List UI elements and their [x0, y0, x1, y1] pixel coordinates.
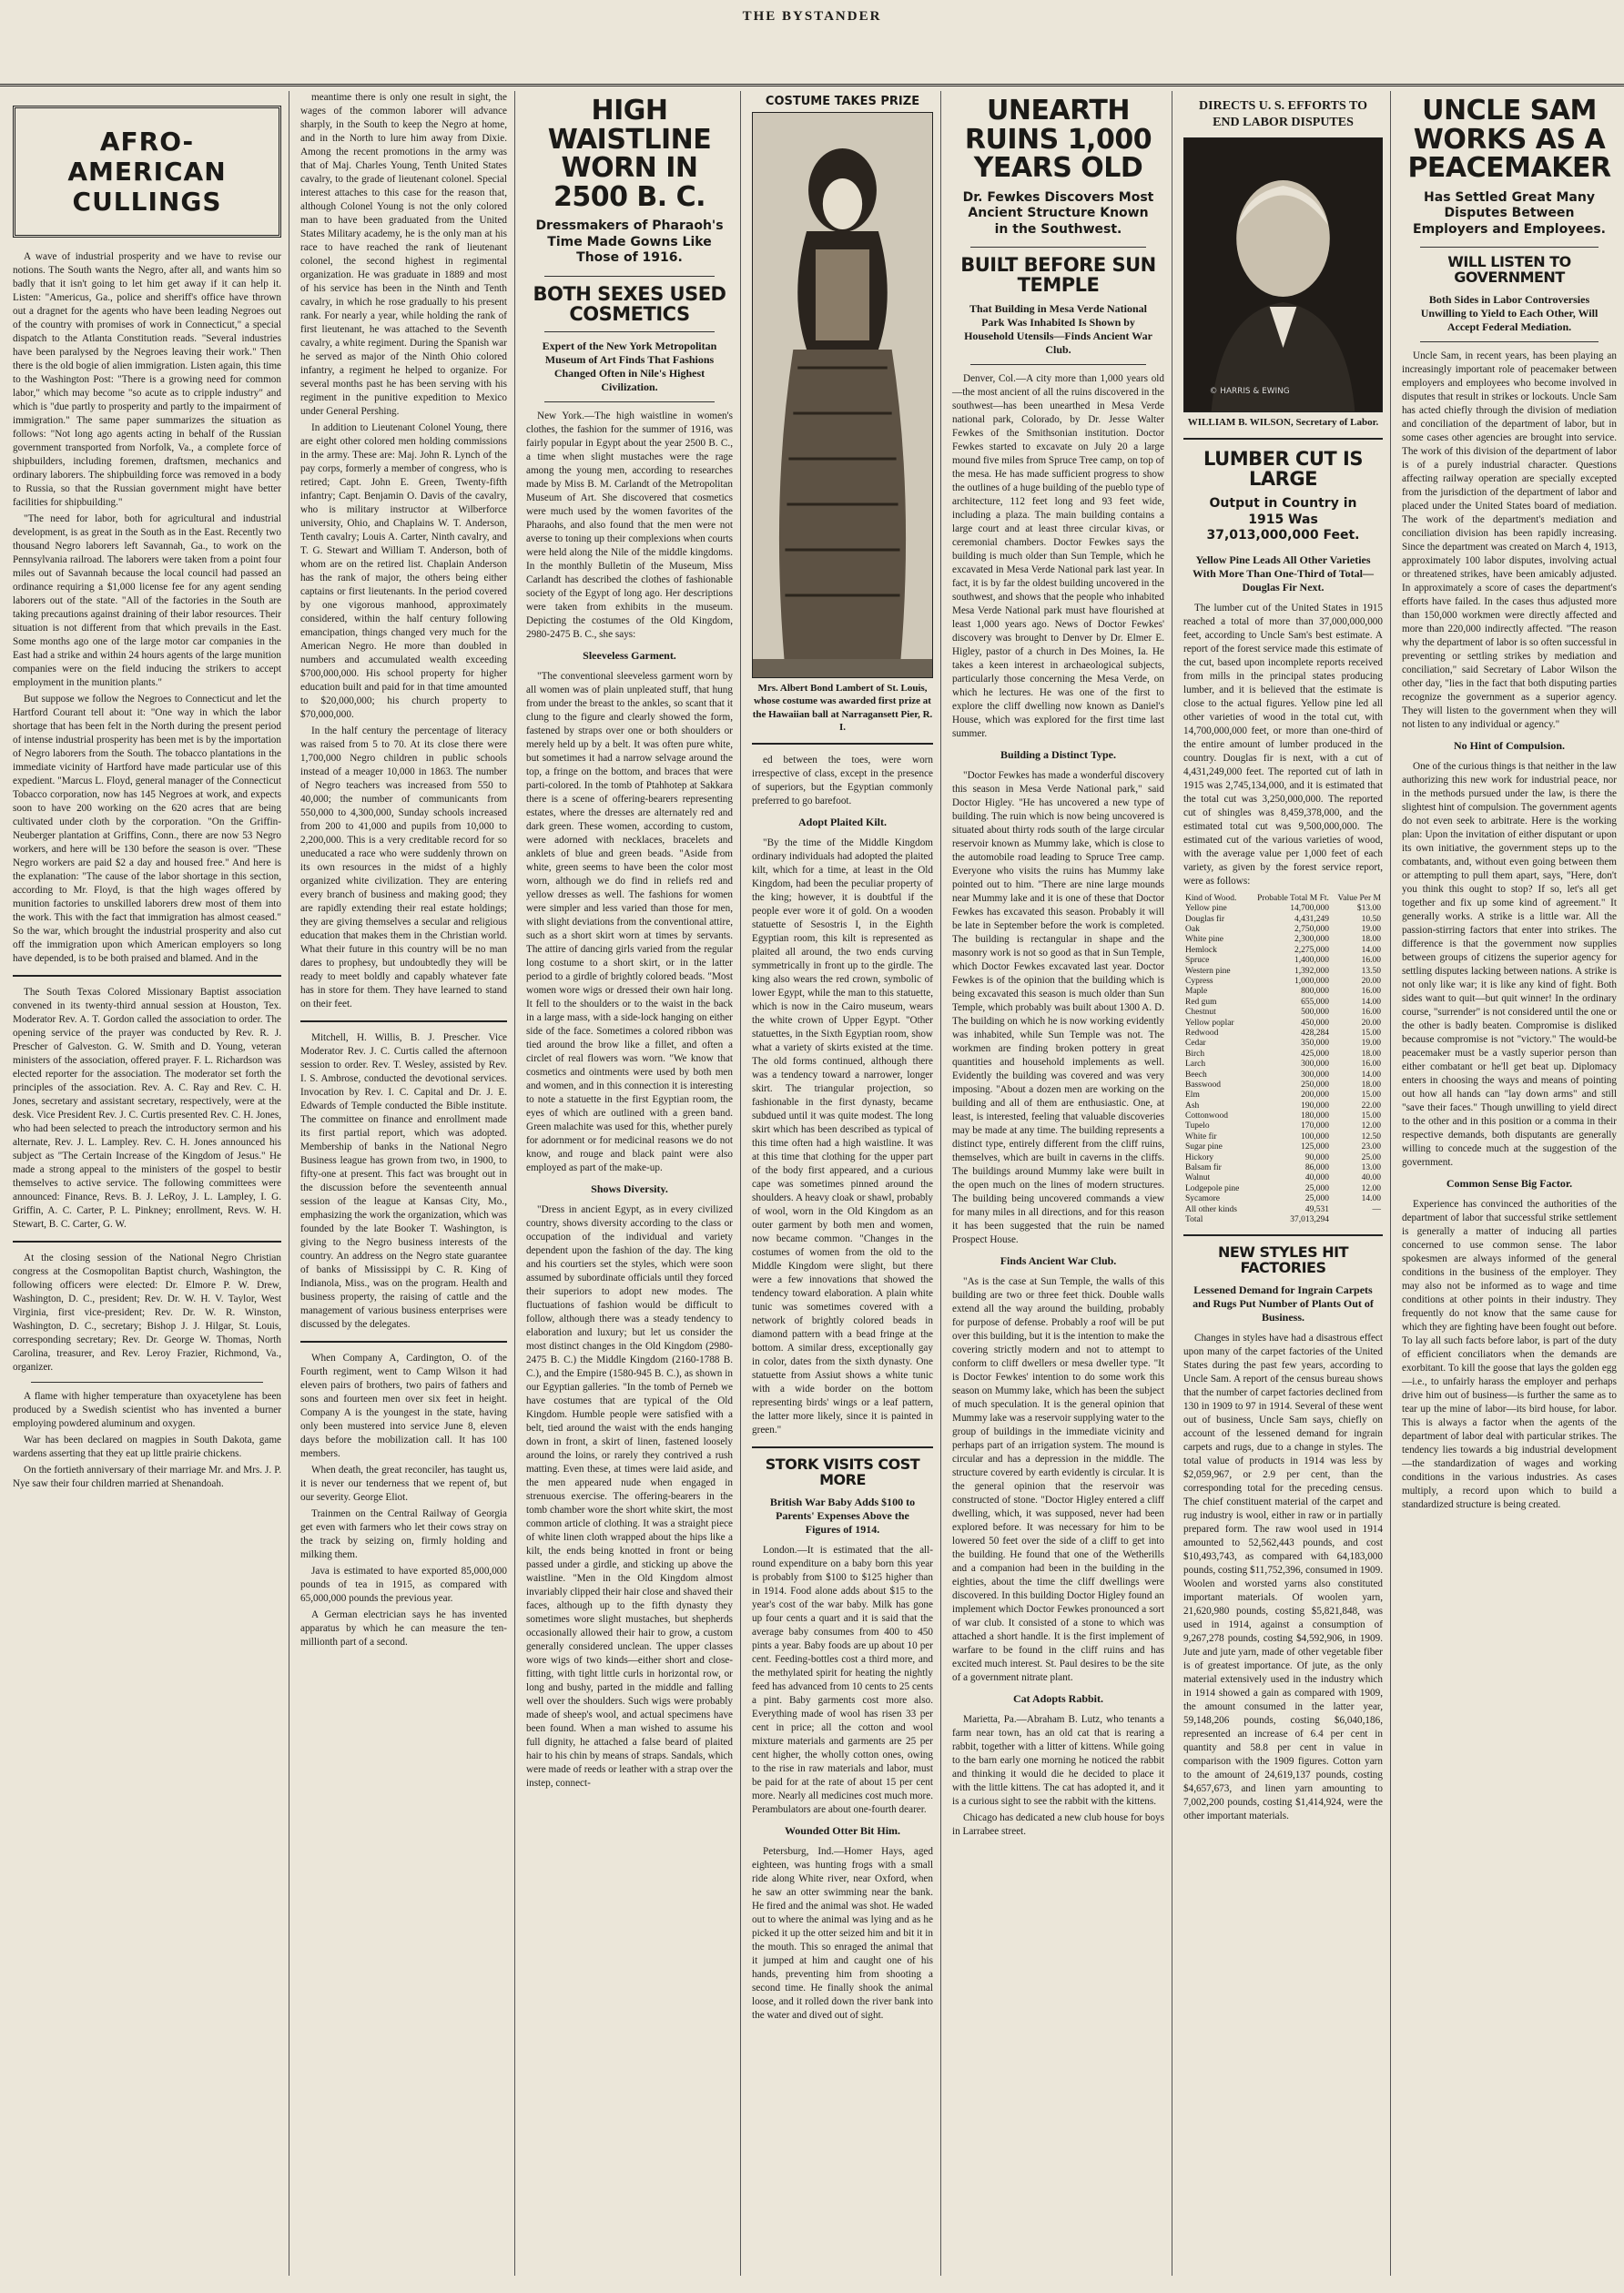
table-header [1183, 894, 1383, 904]
table-cell: 2,275,000 [1294, 945, 1329, 955]
table-cell: 12.50 [1361, 1131, 1381, 1141]
table-cell: Cypress [1185, 977, 1213, 987]
paragraph: "The need for labor, both for agricultural and industrial development, is as great in the South as in the East. Recently two thousand Negro laborers left Savannah, Ga., to work on the Pennsylvania railroad. The laborers were taken from a point four miles out of Savannah because the local council had passed an ordinance requiring a $1,000 license fee for any agent sending laborers out of the state. "All of the factories in the South are taking precautions against draining of their labor resources. Their situation is not different from that which prevails in the East. Some months ago one of the large motor car companies in the East had a strike and within 24 hours agents of the large munition companies were on the field inducing the strikers to accept employment in the munition plants." [13, 513, 281, 688]
divider [1183, 1234, 1383, 1236]
deck-headline: WILL LISTEN TO GOVERNMENT [1447, 253, 1571, 286]
portrait-photo [1183, 137, 1383, 412]
paragraph: "By the time of the Middle Kingdom ordinary individuals had adopted the plaited kilt, which for a time, at least in the Old Kingdom, had been the peculiar property of the king; however, it is doubtful if the people ever wore it of gold. On a wooden statuette of Sesostris I, in the Eighth Egyptian room, this kilt is represented as plaited all around, the two ends curving symmetrically in front up to the girdle. The king also wears the red crown, symbolic of lower Egypt, while the man to this statuette, which is now in the Cairo museum, wears the white crown of Upper Egypt. "Other statuettes, in the Sixth Egyptian room, show what a variety of skirts existed at the time. The old forms continued, although there was a tendency toward a narrower, longer skirt. The triangular projection, so fashionable in the first dynasty, became subdued until it was quite modest. The long skirt which has been described as typical of this time often had a high waistline. It was at this time that clothing for the upper part of the body first appeared, and a curious cape was sometimes pinned around the shoulders. A heavy cloak or shawl, probably of wool, worn in the Old Kingdom as an outer garment by both men and women, now became common. "Changes in the costumes of women from the old to the Middle Kingdom were slight, but there were a few innovations that showed the tendency toward elaboration. A plain white tunic was sometimes covered with a network of brightly colored beads in diamond pattern with a bead fringe at the bottom. A similar dress, exceptionally gay in color, dates from the sixth dynasty. One statuette from Assiut shows a white tunic with a wide border on the bottom representing birds' wings or a leaf pattern, the latter more likely, since it is painted in green." [752, 837, 933, 1436]
table-cell: 14.00 [1361, 945, 1381, 955]
table-cell: 4,431,249 [1294, 914, 1329, 924]
table-row [1183, 1132, 1383, 1142]
table-row [1183, 1091, 1383, 1101]
table-cell: 800,000 [1301, 987, 1329, 997]
table-cell: 15.00 [1361, 1091, 1381, 1101]
divider [300, 1341, 507, 1343]
table-cell: 250,000 [1301, 1080, 1329, 1090]
table-row [1183, 1121, 1383, 1131]
headline: UNCLE SAM WORKS AS A PEACEMAKER [1407, 95, 1611, 184]
table-cell: White pine [1185, 935, 1223, 945]
table-cell: 170,000 [1301, 1121, 1329, 1131]
paragraph: When Company A, Cardington, O. of the Fourth regiment, went to Camp Wilson it had eleven pairs of brothers, two pairs of fathers and sons and fourteen men over six feet in height. Company A is the youngest in the state, having only been mustered into service June 8, eleven days before the mobilization call. It has 100 members. [300, 1353, 507, 1459]
table-cell: 20.00 [1361, 977, 1381, 987]
table-row [1183, 1081, 1383, 1091]
subheading: Building a Distinct Type. [1000, 748, 1116, 762]
table-cell: $13.00 [1356, 904, 1381, 914]
table-cell: Chestnut [1185, 1008, 1216, 1018]
subdeck: That Building in Mesa Verde National Park Was Inhabited Is Shown by Household Utensils—Finds Ancient War Club. [964, 302, 1152, 357]
article-unearth-ruins [952, 372, 1164, 1839]
subdeck: Yellow Pine Leads All Other Varieties With More Than One-Third of Total—Douglas Fir Next. [1192, 553, 1375, 594]
table-cell: Lodgepole pine [1185, 1183, 1240, 1193]
table-cell: 86,000 [1304, 1163, 1329, 1173]
table-cell: Hemlock [1185, 945, 1217, 955]
column-4 [745, 91, 941, 2276]
table-cell: 655,000 [1301, 997, 1329, 1007]
table-row [1183, 1184, 1383, 1194]
paragraph: War has been declared on magpies in South Dakota, game wardens asserting that they eat up little prairie chickens. [13, 1435, 281, 1459]
paragraph: Trainmen on the Central Railway of Georgia get even with farmers who let their cows stray on the track by seizing on, firmly holding and milking them. [300, 1508, 507, 1560]
column-3 [519, 91, 741, 2276]
paragraph: On the fortieth anniversary of their marriage Mr. and Mrs. J. P. Nye saw their four children married at Shenandoah. [13, 1465, 281, 1489]
table-cell: 12.00 [1361, 1121, 1381, 1131]
section-title: AFRO-AMERICAN CULLINGS [13, 106, 281, 238]
table-row [1183, 1019, 1383, 1029]
photo-caption: Mrs. Albert Bond Lambert of St. Louis, whose costume was awarded first prize at the Hawaiian ball at Narragansett Pier, R. I. [752, 683, 933, 733]
table-cell: 1,400,000 [1294, 956, 1329, 966]
table-cell: 20.00 [1361, 1018, 1381, 1028]
paragraph: New York.—The high waistline in women's clothes, the fashion for the summer of 1916, was fairly popular in Egypt about the year 2500 B. C., a time when slight mustaches were the rage among the young men, according to researches made by Miss B. M. Carlandt of the Metropolitan Museum of Art. She discovered that cosmetics were much used by the women favorites of the Pharaohs, and also found that the men were not averse to toning up their complexions when courts were held along the Nile of the middle kingdoms. In the monthly Bulletin of the Museum, Miss Carlandt has described the clothes of fashionable society of the Egypt of long ago. Her descriptions were taken from exhibits in the museum. Depicting the costumes of the Old Kingdom, 2980-2475 B. C., she says: [526, 410, 733, 640]
paragraph: In the half century the percentage of literacy was raised from 5 to 70. At its close there were 1,700,000 Negro children in public schools instead of a meager 10,000 in 1863. The number of Negro teachers was increased from 550 to 40,000; the number of communicants from 550,000 to 4,300,000, Sunday schools increased from 200 to 41,000 and pupils from 10,000 to 2,200,000. This is a very creditable record for so uneducated a race who were suddenly thrown on its own resources in the midst of a highly organized white civilization. They are entering every branch of business and making good; they are rapidly extending their real estate holdings; they are giving themselves a secular and religious education that makes them in the Christian world. What their future in this country will be no man dares to prophesy, but undoubtedly they will be ready to meet boldly and capably whatever fate has in store for them. They have learned to stand on their feet. [300, 725, 507, 1010]
table-row [1183, 1101, 1383, 1111]
table-cell: 25.00 [1361, 1152, 1381, 1162]
table-cell: 14.00 [1361, 1070, 1381, 1080]
paragraph: One of the curious things is that neither in the law authorizing this new work for industrial peace, nor in the methods pursued under the law, is there the slightest hint of compulsion. The government agents do not even seek to arbitrate. Here is the working plan: Upon the invitation of either disputant or upon its own initiative, the government steps up to the combatants, and, without even going between them or attempting to pull them apart, says, "Here, don't you think this ought to stop? If so, let's all get together and fix up some kind of agreement." It generally works. A strike is a little war. All the passion-stirring factors that enter into strikes. The difference is that the government now supplies between groups of citizens the superior agency for settling disputes lacking between nations. A strike is not only like war; it is like any kind of fight. Both sides want to quit—but quit winner! In the ordinary course, "surrender" is not considered until the one or the other is badly beaten. Compromise is disliked because compromise is not "victory." The would-be peacemaker must be a vastly superior person than either combatant or he'll get beat up. Diplomacy enters in choosing the ways and means of pointing out how all hands can "lay down arms" and still "save their faces." Though unwilling to yield direct to the other and in this position or a comma in their respective demands, both disputants are generally willing to concede much at the suggestion of the government. [1402, 760, 1617, 1168]
table-cell: 13.00 [1361, 1163, 1381, 1173]
column-6 [1176, 91, 1391, 2276]
table-cell: 1,000,000 [1294, 977, 1329, 987]
table-cell: 14.00 [1361, 1194, 1381, 1204]
table-cell: 16.00 [1361, 987, 1381, 997]
subheading: Finds Ancient War Club. [1000, 1254, 1117, 1268]
article-continued [300, 91, 507, 1011]
table-cell: Douglas fir [1185, 914, 1225, 924]
table-row [1183, 1008, 1383, 1018]
table-cell: 2,300,000 [1294, 935, 1329, 945]
woman-costume-illustration [753, 113, 932, 677]
table-row [1183, 956, 1383, 966]
table-cell: Birch [1185, 1049, 1205, 1059]
paragraph: Petersburg, Ind.—Homer Hays, aged eighteen, was hunting frogs with a small ride along White river, near Oxford, when he saw an otter swimming near the bank. He fired and the animal was shot. He waded out to where the animal was lying and as he picked it up the otter seized him and bit it in the mouth. This so enraged the animal that it jumped at him and caught one of his hands, preventing him from shooting a second time. He finally shook the animal loose, and it rolled down the river bank into the water and dived out of sight. [752, 1845, 933, 2021]
paragraph: Chicago has dedicated a new club house for boys in Larrabee street. [952, 1812, 1164, 1838]
deck-headline: BUILT BEFORE SUN TEMPLE [960, 254, 1156, 297]
table-cell: 25,000 [1304, 1194, 1329, 1204]
article-lumber [1183, 602, 1383, 888]
table-cell: — [1372, 1204, 1381, 1214]
table-cell: 1,392,000 [1294, 966, 1329, 976]
table-cell: 450,000 [1301, 1018, 1329, 1028]
table-cell: 16.00 [1361, 1060, 1381, 1070]
costume-photo [752, 112, 933, 678]
table-cell: Balsam fir [1185, 1163, 1222, 1173]
divider [1183, 438, 1383, 440]
paragraph: Denver, Col.—A city more than 1,000 years old—the most ancient of all the ruins discovered in the southwest—has been unearthed in Mesa Verde national park, Colorado, by Dr. Jesse Walter Fewkes of the Smithsonian institution. Doctor Fewkes started to excavate on July 20 a large mound five miles from Spruce Tree camp, on top of the mesa. He has made sufficient progress to show the outlines of a huge building of the pueblo type of architecture, 112 feet long and 93 feet wide, including a plaza. The main building contains a large court and at least three circular kivas, or ceremonial chambers. Doctor Fewkes says the building is much older than Sun Temple, which he excavated in Mesa Verde National park last year. In fact, it is by far the oldest building uncovered in the southwest, and shows that the people who inhabited Mesa Verde National park must have flourished at least 1,000 years ago. News of Doctor Fewkes' discovery was brought to Denver by Dr. Elmer E. Higley, pastor of a church in Des Moines, Ia. He takes a keen interest in archaeological subjects, particularly those concerning the Mesa Verde, on which he lectures. He was one of the first to explore the cliff dwelling now known as Daniel's House, which was explored for the first time last summer. [952, 373, 1164, 740]
table-header-cell: Value Per M [1337, 893, 1381, 903]
divider [13, 1241, 281, 1243]
table-cell: Beech [1185, 1070, 1207, 1080]
table-cell: Sycamore [1185, 1194, 1220, 1204]
table-cell: 19.00 [1361, 925, 1381, 935]
table-cell: 40,000 [1304, 1173, 1329, 1183]
table-cell: Total [1185, 1215, 1203, 1224]
table-cell: 12.00 [1361, 1183, 1381, 1193]
table-cell: 18.00 [1361, 1080, 1381, 1090]
divider [752, 1446, 933, 1448]
subdeck: Expert of the New York Metropolitan Museum of Art Finds That Fashions Changed Often in Nile's Highest Civilization. [542, 339, 717, 393]
subheading: Adopt Plaited Kilt. [797, 816, 887, 829]
table-row [1183, 967, 1383, 977]
table-cell: 49,531 [1304, 1204, 1329, 1214]
divider [544, 276, 715, 277]
table-cell: 16.00 [1361, 956, 1381, 966]
divider [544, 331, 715, 332]
table-cell: Maple [1185, 987, 1208, 997]
divider [300, 1020, 507, 1022]
paragraph: A wave of industrial prosperity and we have to revise our notions. The South wants the Negro, after all, and wants him so badly that it isn't going to let him get away if it can help it. Listen: "Americus, Ga., police and sheriff's office have thrown out a dragnet for the agents who have been leading Negroes out of the country with promises of work in Connecticut," a special dispatch to the Atlanta Constitution reads. "Several industries have been paralysed by the Negroes leaving their work." Then there is the old bogie of alien immigration. Listen again, this time to the Washington Post: "There is a growing need for common labor," which may become "so acute as to cripple industry" and which is "due partly to prosperity and partly to the impairment of immigration." The same paper summarizes the situation as follows: "Not long ago agents acting in behalf of the Russian government transported from Norfolk, Va., a complete force of shipbuilders, including foremen, draftsmen, mechanics and ordinary laborers. The shipbuilding force was removed in a body to Russia, so that the Russian government might have better facilities for shipbuilding." [13, 251, 281, 508]
table-cell: Yellow poplar [1185, 1018, 1234, 1028]
table-cell: Cedar [1185, 1039, 1206, 1049]
paragraph: Mitchell, H. Willis, B. J. Prescher. Vice Moderator Rev. J. C. Curtis called the afternoon session to order. Rev. T. Wesley, assisted by Rev. I. S. Ambrose, conducted the devotional services. Invocation by Rev. I. C. Capital and Dr. J. E. Edwards of Temple conducted the Bible institute. The committee on finance and enrollment made its first partial report, which was adopted. Membership of banks in the National Negro Business league has grown from two, in 1900, to fifty-one at present. This fact was brought out in the discussion before the seventeenth annual session of the league at Kansas City, Mo., emphasizing the work the organization, which was founded by the late Booker T. Washington, is giving to the Negro business interests of the country. An address on the Negro state guarantee of banks of Mississippi by C. R. King of Indianola, Miss., was on the program. Health and business property, the raising of cattle and the management of various business enterprises were discussed by the delegates. [300, 1032, 507, 1330]
subheading: Common Sense Big Factor. [1446, 1176, 1573, 1190]
divider [31, 1382, 263, 1383]
paragraph: Changes in styles have had a disastrous effect upon many of the carpet factories of the United States during the past few years, according to Uncle Sam. A report of the census bureau shows that the number of carpet factories declined from 130 in 1909 to 97 in 1914. Several of these went out of business, Uncle Sam says, chiefly on account of the lessened demand for ingrain carpets and rugs, due to a change in styles. The total value of products in 1914 was less by $2,059,967, or 2.9 per cent, than the corresponding total for the preceding census. The chief constituent material of the carpet and rug industry is wool, either in raw or in partially prepared form. The raw wool used in 1914 amounted to 52,562,443 pounds, and cost $10,493,743, as compared with 64,183,000 pounds, costing $11,752,396, consumed in 1909. Woolen and worsted yarns also constituted important materials. Of woolen yarn, 21,620,980 pounds, costing $5,821,848, was used in 1914, against a consumption of 9,267,278 pounds, costing $4,592,906, in 1909. Jute and jute yarn, made of other vegetable fiber is of greatest importance. Of jute, as the only material extensively used in the industry which in 1914 showed a gain as compared with 1909, the amount consumed in the latter year, 59,148,206 pounds, costing $6,040,186, represented an increase of 6.4 per cent in quantity and 58.8 per cent in value in comparison with the 1909 figures. Cotton yarn to the amount of 24,619,137 pounds, costing $4,657,673, and linen yarn amounting to 7,002,200 pounds, costing $1,414,924, were the other important materials. [1183, 1332, 1383, 1821]
divider [752, 743, 933, 745]
table-row [1183, 1050, 1383, 1060]
subheading: Wounded Otter Bit Him. [784, 1823, 901, 1837]
deck: Dr. Fewkes Discovers Most Ancient Structure Known in the Southwest. [962, 189, 1154, 237]
paragraph: At the closing session of the National Negro Christian congress at the Cosmopolitan Baptist church, Washington, the following officers were elected: Dr. Elmore P. W. Drew, Washington, D. C., president; Rev. Dr. W. H. V. Taylor, West Virginia, first vice-president; Rev. Dr. W. R. Winston, Washington, D. C., secretary; Bishop J. J. Hilgar, St. Louis, corresponding secretary; Rev. Dr. George W. Thomas, North Carolina, treasurer, and Rev. Leroy Frazier, Richmond, Va., organizer. [13, 1253, 281, 1373]
article-continued [752, 754, 933, 1437]
subheading: Sleeveless Garment. [583, 648, 676, 662]
table-cell: White fir [1185, 1131, 1217, 1141]
table-row [1183, 1070, 1383, 1081]
article-baptist-association [13, 986, 281, 1232]
table-row [1183, 1173, 1383, 1183]
deck: Output in Country in 1915 Was 37,013,000,000 Feet. [1206, 496, 1360, 543]
table-row [1183, 1163, 1383, 1173]
table-cell: 300,000 [1301, 1060, 1329, 1070]
table-cell: 500,000 [1301, 1008, 1329, 1018]
table-cell: 14.00 [1361, 997, 1381, 1007]
paragraph: The lumber cut of the United States in 1915 reached a total of more than 37,000,000,000 feet, according to Uncle Sam's best estimate. A report of the forest service made this estimate of the cut, based upon incomplete reports received from mills in the principal states producing lumber, and it is believed that the estimate is close to the actual figures. Yellow pine led all other varieties of wood in the total cut, with 14,700,000,000 feet, or more than one-third of the entire amount of lumber produced in the country. Douglas fir is next, with a cut of 4,431,249,000 feet. The reported cut of lath in 1915 was 2,745,134,000, and it is estimated that the total cut was 3,250,000,000. The reported cut of shingles was 8,459,378,000, and the estimated total cut was 9,500,000,000. The estimated cut of the various varieties of wood, with the average value per 1,000 feet of each variety, as given by the forest service report, were as follows: [1183, 602, 1383, 887]
deck: Dressmakers of Pharaoh's Time Made Gowns Like Those of 1916. [535, 218, 724, 265]
table-cell: 16.00 [1361, 1008, 1381, 1018]
table-cell: 100,000 [1301, 1131, 1329, 1141]
table-cell: Red gum [1185, 997, 1217, 1007]
deck: Lessened Demand for Ingrain Carpets and Rugs Put Number of Plants Out of Business. [1193, 1283, 1374, 1324]
divider [970, 364, 1146, 365]
table-body [1183, 904, 1383, 1225]
table-cell [1331, 1215, 1383, 1225]
headline: NEW STYLES HIT FACTORIES [1217, 1243, 1349, 1277]
table-cell: 23.00 [1361, 1142, 1381, 1152]
divider [970, 247, 1146, 248]
table-cell: 428,284 [1301, 1028, 1329, 1038]
paragraph: "The conventional sleeveless garment worn by all women was of plain unpleated stuff, that hung from under the breast to the ankles, so scant that it clung to the figure and clearly showed the form, fastened by straps over one or both shoulders or merely held up by a belt. It was often pure white, but sometimes it had a narrow selvage around the top, a fringe on the bottom, and braces that were parti-colored. In the tomb of Ptahhotep at Sakkara there is a scene of offering-bearers representing estates, where the dresses are alternately red and dark green. These women, according to custom, were adorned with necklaces, bracelets and anklets of blue and green beads. "Aside from white, green seems to have been the color most worn, although we do find in reliefs red and yellow dresses as well. The fashions for women were simpler and less varied than those for men, with slight deviations from the conventional attire, such as a short skirt worn at times by servants. The attire of dancing girls varied from the regular long costume to a short skirt, or in the latter period to a girdle of brightly colored beads. "Most women wore wigs or dressed their own hair long. It fell to the shoulders or to the waist in the back in a large mass, with a side-lock hanging on either side of the face. Sometimes a colored ribbon was tied around the brow like a fillet, and often a circlet of real flowers was worn. "We know that cosmetics and ointments were used by both men and women, and in this connection it is interesting to note a statuette in the first Egyptian room, the eyes of which are outlined with a green band. Green malachite was used for this, whether purely for adornment or for medicinal reasons we do not know, and rouge and black paint were also employed as part of the make-up. [526, 670, 733, 1173]
paragraph: ed between the toes, were worn irrespective of class, except in the presence of superiors, but the Egyptian commonly preferred to go barefoot. [752, 755, 933, 807]
table-row [1183, 1142, 1383, 1152]
paragraph: "As is the case at Sun Temple, the walls of this building are two or three feet thick. Double walls extend all the way around the building, probably for purpose of defense. Probably a roof will be put over this building, but it is the intention to make the covering strictly modern and not to attempt to conform to cliff dwellers or mesa dweller type. "It is Doctor Fewkes' intention to do some work this season on Mummy lake, which has been the subject of much speculation. It is the general opinion that Mummy lake was a reservoir supplying water to the group of buildings in the immediate vicinity and perhaps part of an irrigation system. The mound is circular and has a depression in the middle. The structure covered by earth evidently is circular. It is the general opinion that the reservoir was constructed of stone. "Doctor Higley entered a cliff dwelling, which, it was supposed, never had been explored before. It was necessary for him to be lowered 50 feet over the side of a cliff to get into the building. He found that one of the Wetherills and a companion had been in the building in the eighties, about the time the cliff dwellings were discovered. In this building Doctor Higley found an implement which Doctor Fewkes pronounced a sort of war club. It consisted of a stone to which was attached a short handle. It is the first implement of warfare to be found in the cliff ruins and has excited much interest. St. Paul desires to be the site of a government nitrate plant. [952, 1276, 1165, 1684]
table-header-cell: Kind of Wood. [1185, 893, 1237, 903]
portrait-illustration [1184, 138, 1382, 411]
paragraph: London.—It is estimated that the all-round expenditure on a baby born this year is probably from $100 to $125 higher than in 1914. Food alone adds about $15 to the year's cost of the war baby. Milk has gone up four cents a quart and it is said that the average baby consumes from 400 to 450 pints a year. Baby foods are up about 10 per cent. Feeding-bottles cost a third more, and the methylated spirit for heating the nightly feed has advanced from 10 cents to 25 cents a pint. Baby garments cost more also. Everything made of wool has risen 33 per cent in price; all the cotton and wool mixture materials and garments are 25 per cent higher, the wholly cotton ones, owing to the rise in raw materials and labor, must be paid for at the rate of about 15 per cent more. Nearly all medicines cost much more. Perambulators are about one-fourth dearer. [752, 1544, 933, 1815]
article-afro-american-cullings [13, 250, 281, 966]
table-cell: Redwood [1185, 1028, 1219, 1038]
subheading: Cat Adopts Rabbit. [1012, 1692, 1104, 1706]
table-row [1183, 1029, 1383, 1039]
deck: Has Settled Great Many Disputes Between Employers and Employees. [1413, 189, 1606, 237]
table-cell: 10.50 [1361, 914, 1381, 924]
table-row [1183, 935, 1383, 945]
table-cell: 19.00 [1361, 1039, 1381, 1049]
paragraph: In addition to Lieutenant Colonel Young, there are eight other colored men holding commissions in the army. These are: Maj. John R. Lynch of the pay corps, formerly a member of congress, who is retired; Capt. John E. Green, Twenty-fifth infantry; Capt. Benjamin O. Davis of the cavalry, who is military instructor at Wilberforce university, Ohio, and Chaplains W. T. Anderson, Tenth cavalry; Louis A. Carter, Ninth cavalry, and T. G. Stewart and William T. Anderson, both of whom are on the retired list. Chaplain Anderson has the rank of major, the others being either captains or first lieutenants. In the period covered by one vigorous manhood, approximately considered, within the half century following emancipation, things changed very much for the American Negro. He more than doubled in numbers and accumulated wealth exceeding $700,000,000. His school property for higher education built and paid for in that time amounted to $20,000,000; his church property to $70,000,000. [300, 422, 507, 720]
table-cell: 200,000 [1301, 1091, 1329, 1101]
table-cell: Sugar pine [1185, 1142, 1223, 1152]
table-cell: 350,000 [1301, 1039, 1329, 1049]
headline: HIGH WAISTLINE WORN IN 2500 B. C. [547, 95, 712, 213]
headline: UNEARTH RUINS 1,000 YEARS OLD [964, 95, 1152, 184]
article-new-styles [1183, 1332, 1383, 1823]
article-peacemaker [1402, 350, 1617, 1512]
deck: British War Baby Adds $100 to Parents' Expenses Above the Figures of 1914. [769, 1495, 916, 1536]
paragraph: "Doctor Fewkes has made a wonderful discovery this season in Mesa Verde National park," said Doctor Higley. "He has uncovered a new type of building. The ruin which is now being uncovered is situated about thirty rods south of the large circular reservoir known as Mummy lake, which is close to the automobile road leading to Spruce Tree camp. Everyone who visits the ruins has Mummy lake pointed out to him. "There are nine large mounds near Mummy lake and it is one of these that Doctor Fewkes has excavated this season. Probably it will be late in September before the work is completed. The building is rectangular in shape and the masonry work is not so good as that in Sun Temple, which Doctor Fewkes excavated last year. Doctor Fewkes is of the opinion that the building which is being excavated this season is much older than Sun Temple, which probably was built about 1300 A. D. The building on which he is now working evidently was inhabited, while Sun Temple was not. The workmen are finding broken pottery in great quantities and household implements as well. Evidently the building was covered and was very imposing. "About a dozen men are working on the building and all of them are enthusiastic. One, at least, is interested, feeling that valuable discoveries may be made at any time. The building represents a distinct type, entirely different from the cliff ruins, themselves, which are built in caverns in the cliffs. The buildings around Mummy lake were built in the open much on the lines of modern structures. The building being uncovered commands a view for many miles in all directions, and for this reason it has been suggested that the ruin be named Prospect House. [952, 770, 1164, 1246]
paper-name: THE BYSTANDER [742, 9, 882, 24]
column-5 [945, 91, 1172, 2276]
paragraph: A German electrician says he has invented apparatus by which he can measure the ten-millionth part of a second. [300, 1609, 507, 1648]
table-cell: Ash [1185, 1101, 1200, 1111]
table-row [1183, 998, 1383, 1008]
paragraph: But suppose we follow the Negroes to Connecticut and let the Hartford Courant tell about it: "One way in which the labor shortage that has been felt in the North during the present period of intense industrial prosperity has been met is by the importation of Negro laborers from the South. The tobacco plantations in the immediate vicinity of Hartford have made particular use of this expedient. "Marcus L. Floyd, general manager of the Connecticut Tobacco corporation, now has 145 Negroes at work, and expects soon to have 200 working on the 620 acres that are being cultivated under cloth by the corporation. "On the Griffin-Neuberger plantation at Griffins, Conn., there are now 53 Negro workers, and here will be 130 before the season is over. "These Negro workers are paid $2 a day and housed free." And here is the explanation: "The cause of the labor shortage in this section, according to Mr. Floyd, is that the high wages offered by munition factories to unskilled laborers drew most of them into the work. This with the fact that immigration has almost ceased." So the war, which brought the industrial prosperity and also cut off the immigration upon which American employers so long have depended, is to be both praised and blamed. And in the [13, 694, 281, 964]
paragraph: A flame with higher temperature than oxyacetylene has been produced by a Swedish scientist who has invented a burner employing powdered aluminum and oxygen. [13, 1391, 281, 1429]
table-cell: 15.00 [1361, 1111, 1381, 1121]
article-high-waistline [526, 410, 733, 1791]
table-cell: Oak [1185, 925, 1200, 935]
table-cell: Western pine [1185, 966, 1231, 976]
table-row [1183, 977, 1383, 987]
table-cell: 18.00 [1361, 935, 1381, 945]
table-cell: 180,000 [1301, 1111, 1329, 1121]
table-row [1183, 1060, 1383, 1070]
paragraph: When death, the great reconciler, has taught us, it is never our tenderness that we repent of, but our severity. George Eliot. [300, 1465, 507, 1503]
paragraph: meantime there is only one result in sight, the wages of the common laborer will advance sharply, in the South to keep the Negro at home, and in the North to lure him away from Dixie. Among the recent promotions in the army was that of Maj. Charles Young, Tenth United States cavalry, to the grade of lieutenant colonel. Special interest attaches to this case for the reason that, although Colonel Young is not the only colored man to have been graduated from the United States Military academy, he is the only man at his race to have reached the rank of lieutenant colonel, the second highest in regimental organization. He was graduate in 1889 and most of his service has been in the Ninth and Tenth cavalry, in which he rose gradually to his present rank. For nearly a year, while holding the rank of first lieutenant, he was attached to the Seventh cavalry, a white regiment. During the Spanish war he served as major of the Ninth Ohio colored infantry, a regiment he helped to organize. For several months past he has been serving with his regiment in the punitive expedition to Mexico under General Pershing. [300, 92, 507, 417]
divider [13, 975, 281, 977]
table-cell: Elm [1185, 1091, 1200, 1101]
paragraph: Experience has convinced the authorities of the department of labor that successful strike settlement is generally a matter of inducing all parties concerned to use common sense. The labor spokesmen are always informed of the general conditions in the business of the employer. They may also not be informed as to wage and time conditions at other points in their industry. They frequently do not know that the same cause for which they are fighting have been fought out before. To lay all such facts before labor, is part of the duty of efficient conciliators when the demands are exorbitant. To kill the goose that lays the golden egg—i.e., to unfairly harass the employer and perhaps drive him out of business—is further the same as to tear up the mine of labor—its bird house, for labor. This is always a factor when the agents of the department of labor deal with particular strikes. The tendency lies towards a big industrial development—the standardization of wages and working conditions in the various industries. As cases multiply, a record upon which to build a standardized structure is being created. [1402, 1198, 1617, 1510]
column-7 [1395, 91, 1624, 2276]
headline: STORK VISITS COST MORE [765, 1456, 920, 1488]
table-cell: 14,700,000 [1290, 904, 1329, 914]
column-2 [293, 91, 515, 2276]
article-stork-visits [752, 1544, 933, 2023]
table-row [1183, 1194, 1383, 1204]
lumber-table [1183, 894, 1383, 1226]
table-row [1183, 1215, 1383, 1225]
subheading: No Hint of Compulsion. [1453, 738, 1566, 752]
table-header-cell: Probable Total M Ft. [1257, 893, 1329, 903]
subdeck: Both Sides in Labor Controversies Unwilling to Yield to Each Other, Will Accept Federal Mediation. [1420, 292, 1599, 333]
table-row [1183, 915, 1383, 925]
paragraph: Java is estimated to have exported 85,000,000 pounds of tea in 1915, as compared with 65,000,000 pounds the previous year. [300, 1566, 507, 1604]
table-cell: 90,000 [1304, 1152, 1329, 1162]
table-cell: All other kinds [1185, 1204, 1237, 1214]
paragraph: Marietta, Pa.—Abraham B. Lutz, who tenants a farm near town, has an old cat that is rearing a rabbit, together with a litter of kittens. While going to the barn early one morning he noticed the rabbit and thinking it would die he decided to place it with the little kittens. The cat has adopted it, and it is a curious sight to see the rabbit with the kittens. [952, 1714, 1164, 1808]
table-cell: 25,000 [1304, 1183, 1329, 1193]
photo-label: DIRECTS U. S. EFFORTS TO END LABOR DISPUTES [1199, 99, 1367, 129]
table-cell: 37,013,294 [1290, 1215, 1329, 1224]
table-cell: 40.00 [1361, 1173, 1381, 1183]
paragraph: Uncle Sam, in recent years, has been playing an increasingly important role of peacemaker between employers and employees who become involved in disputes that result in strikes or lockouts. Uncle Sam has acted chiefly through the division of mediation and conciliation of the department of labor, but in some cases other agencies are brought into service. The work of this division of the department of labor is of a purely industrial character. Questions affecting railway operation are specially excepted from the jurisdiction of the department of labor and placed under the United States board of mediation. The work of the department's mediation and conciliation division has been rapidly increasing. Since the department was created on March 4, 1913, approximately 100 labor disputes, involving actual or threatened strikes, have been amicably adjusted. In approximately a score of cases the department's efforts have failed. In the cases thus adjusted more than 150,000 workmen were directly affected and more than 220,000 indirectly affected. "The reason why the department of labor is so often successful in preventing or settling strikes by mediation and conciliation," said Secretary of Labor Wilson the other day, "lies in the fact that both disputing parties recognize the government as a superior agency. They will listen to the government when they will not listen to any individual or agency." [1402, 350, 1617, 730]
table-row [1183, 1111, 1383, 1121]
table-cell: Yellow pine [1185, 904, 1227, 914]
table-cell: Basswood [1185, 1080, 1222, 1090]
divider [1420, 247, 1599, 248]
table-cell: Hickory [1185, 1152, 1214, 1162]
table-cell: Cottonwood [1185, 1111, 1228, 1121]
subheading: Shows Diversity. [591, 1182, 668, 1195]
filler-items [300, 1352, 507, 1649]
table-cell: 300,000 [1301, 1070, 1329, 1080]
paragraph: "Dress in ancient Egypt, as in every civilized country, shows diversity according to the class or occupation of the individual and variety dependent upon the fashion of the day. The king and his courtiers set the styles, which were soon assumed by subordinate officials until they forced their superiors to adopt new modes. The fluctuations of fashion would be difficult to follow, although there was a steady tendency to elaboration and luxury; but let us consider the most distinct changes in the Old Kingdom (2980-2475 B. C.) the Middle Kingdom (2160-1788 B. C.), and the Empire (1580-945 B. C.), as shown in our Egyptian galleries. "In the tomb of Perneb we have costumes that are typical of the Old Kingdom. Humble people were satisfied with a belt, tied around the waist with the ends hanging down in front, a skirt of linen, fastened loosely around the loins, or rarely they contrived a rush matting. Even these, at times were laid aside, and the men appeared nude when engaged in strenuous exercise. The offering-bearers in the tomb chamber wore the short white skirt, the most common article of clothing. It was a straight piece of white linen cloth wrapped about the hips like a kilt, the ends being knotted in front or being passed under a girdle, and sticking up above the waistline. "Men in the Old Kingdom almost invariably clipped their hair close and shaved their faces, although up to the fifth dynasty they sometimes wore slight mustaches, but shepherds occasionally allowed their hair to grow, a custom generally considered unclean. The upper classes wore wigs of two kinds—either short and close-fitting, with tight little curls in horizontal row, or long and bushy, parted in the middle and falling well over the shoulders. Such wigs were probably made of sheep's wool, and actual specimens have been found. When a man wished to assume his full dignity, he attached a false beard of plaited hair to his chin by means of straps. Sandals, which were made of reeds or leather with a strap over the instep, connect- [526, 1203, 733, 1789]
table-cell: 2,750,000 [1294, 925, 1329, 935]
paragraph: The South Texas Colored Missionary Baptist association convened in its twenty-third annual session at Houston, Tex. Moderator Rev. A. T. Gordon called the association to order. The opening service of the prayer was conducted by Rev. R. J. Prescher of Galveston. G. W. Smith and D. Young, veteran ministers of the association, offered prayer. F. L. Richardson was elected reporter for the association. The moderator set forth the principles of the association. Rev. A. C. Ray and Rev. C. H. Jones, secretary and assistant secretary, respectively, were at the desk. Vice President Rev. J. C. Curtis presented Rev. C. H. Jones, who had been selected to preach the introductory sermon and his alternate, Rev. J. L. Lampley. Rev. C. H. Jones announced his subject as "The Certain Increase of the Kingdom of Jesus." He made a strong appeal to the ministers of the gospel to bestir themselves to active service. The following committees were announced: Finance, Revs. B. J. LeRoy, J. L. Lampley, I. G. Griffin, A. C. Carter, P. L. Pinkney; enrollment, Revs. W. H. Stewart, B. C. Carter, G. W. [13, 987, 281, 1230]
article-christian-congress [13, 1252, 281, 1375]
divider [544, 401, 715, 402]
table-cell: 18.00 [1361, 1049, 1381, 1059]
article-business-league [300, 1031, 507, 1332]
table-row [1183, 925, 1383, 935]
headline: LUMBER CUT IS LARGE [1203, 448, 1363, 491]
table-row [1183, 946, 1383, 956]
table-cell: Spruce [1185, 956, 1210, 966]
photo-label: COSTUME TAKES PRIZE [765, 95, 920, 108]
deck-headline: BOTH SEXES USED COSMETICS [533, 282, 726, 325]
table-cell: 125,000 [1301, 1142, 1329, 1152]
column-1 [5, 91, 289, 2276]
table-cell: 22.00 [1361, 1101, 1381, 1111]
table-cell: 190,000 [1301, 1101, 1329, 1111]
table-row [1183, 1153, 1383, 1163]
table-cell: 13.50 [1361, 966, 1381, 976]
divider [1420, 341, 1599, 342]
filler-items [13, 1390, 281, 1491]
table-cell: 15.00 [1361, 1028, 1381, 1038]
table-cell: Larch [1185, 1060, 1206, 1070]
table-cell: Tupelo [1185, 1121, 1210, 1131]
table-cell: Walnut [1185, 1173, 1211, 1183]
table-row [1183, 904, 1383, 914]
photo-credit: © HARRIS & EWING [1209, 386, 1290, 397]
table-row [1183, 1039, 1383, 1049]
table-row [1183, 1205, 1383, 1215]
masthead [0, 0, 1624, 86]
photo-caption: WILLIAM B. WILSON, Secretary of Labor. [1187, 417, 1379, 428]
table-row [1183, 987, 1383, 997]
table-cell: 425,000 [1301, 1049, 1329, 1059]
